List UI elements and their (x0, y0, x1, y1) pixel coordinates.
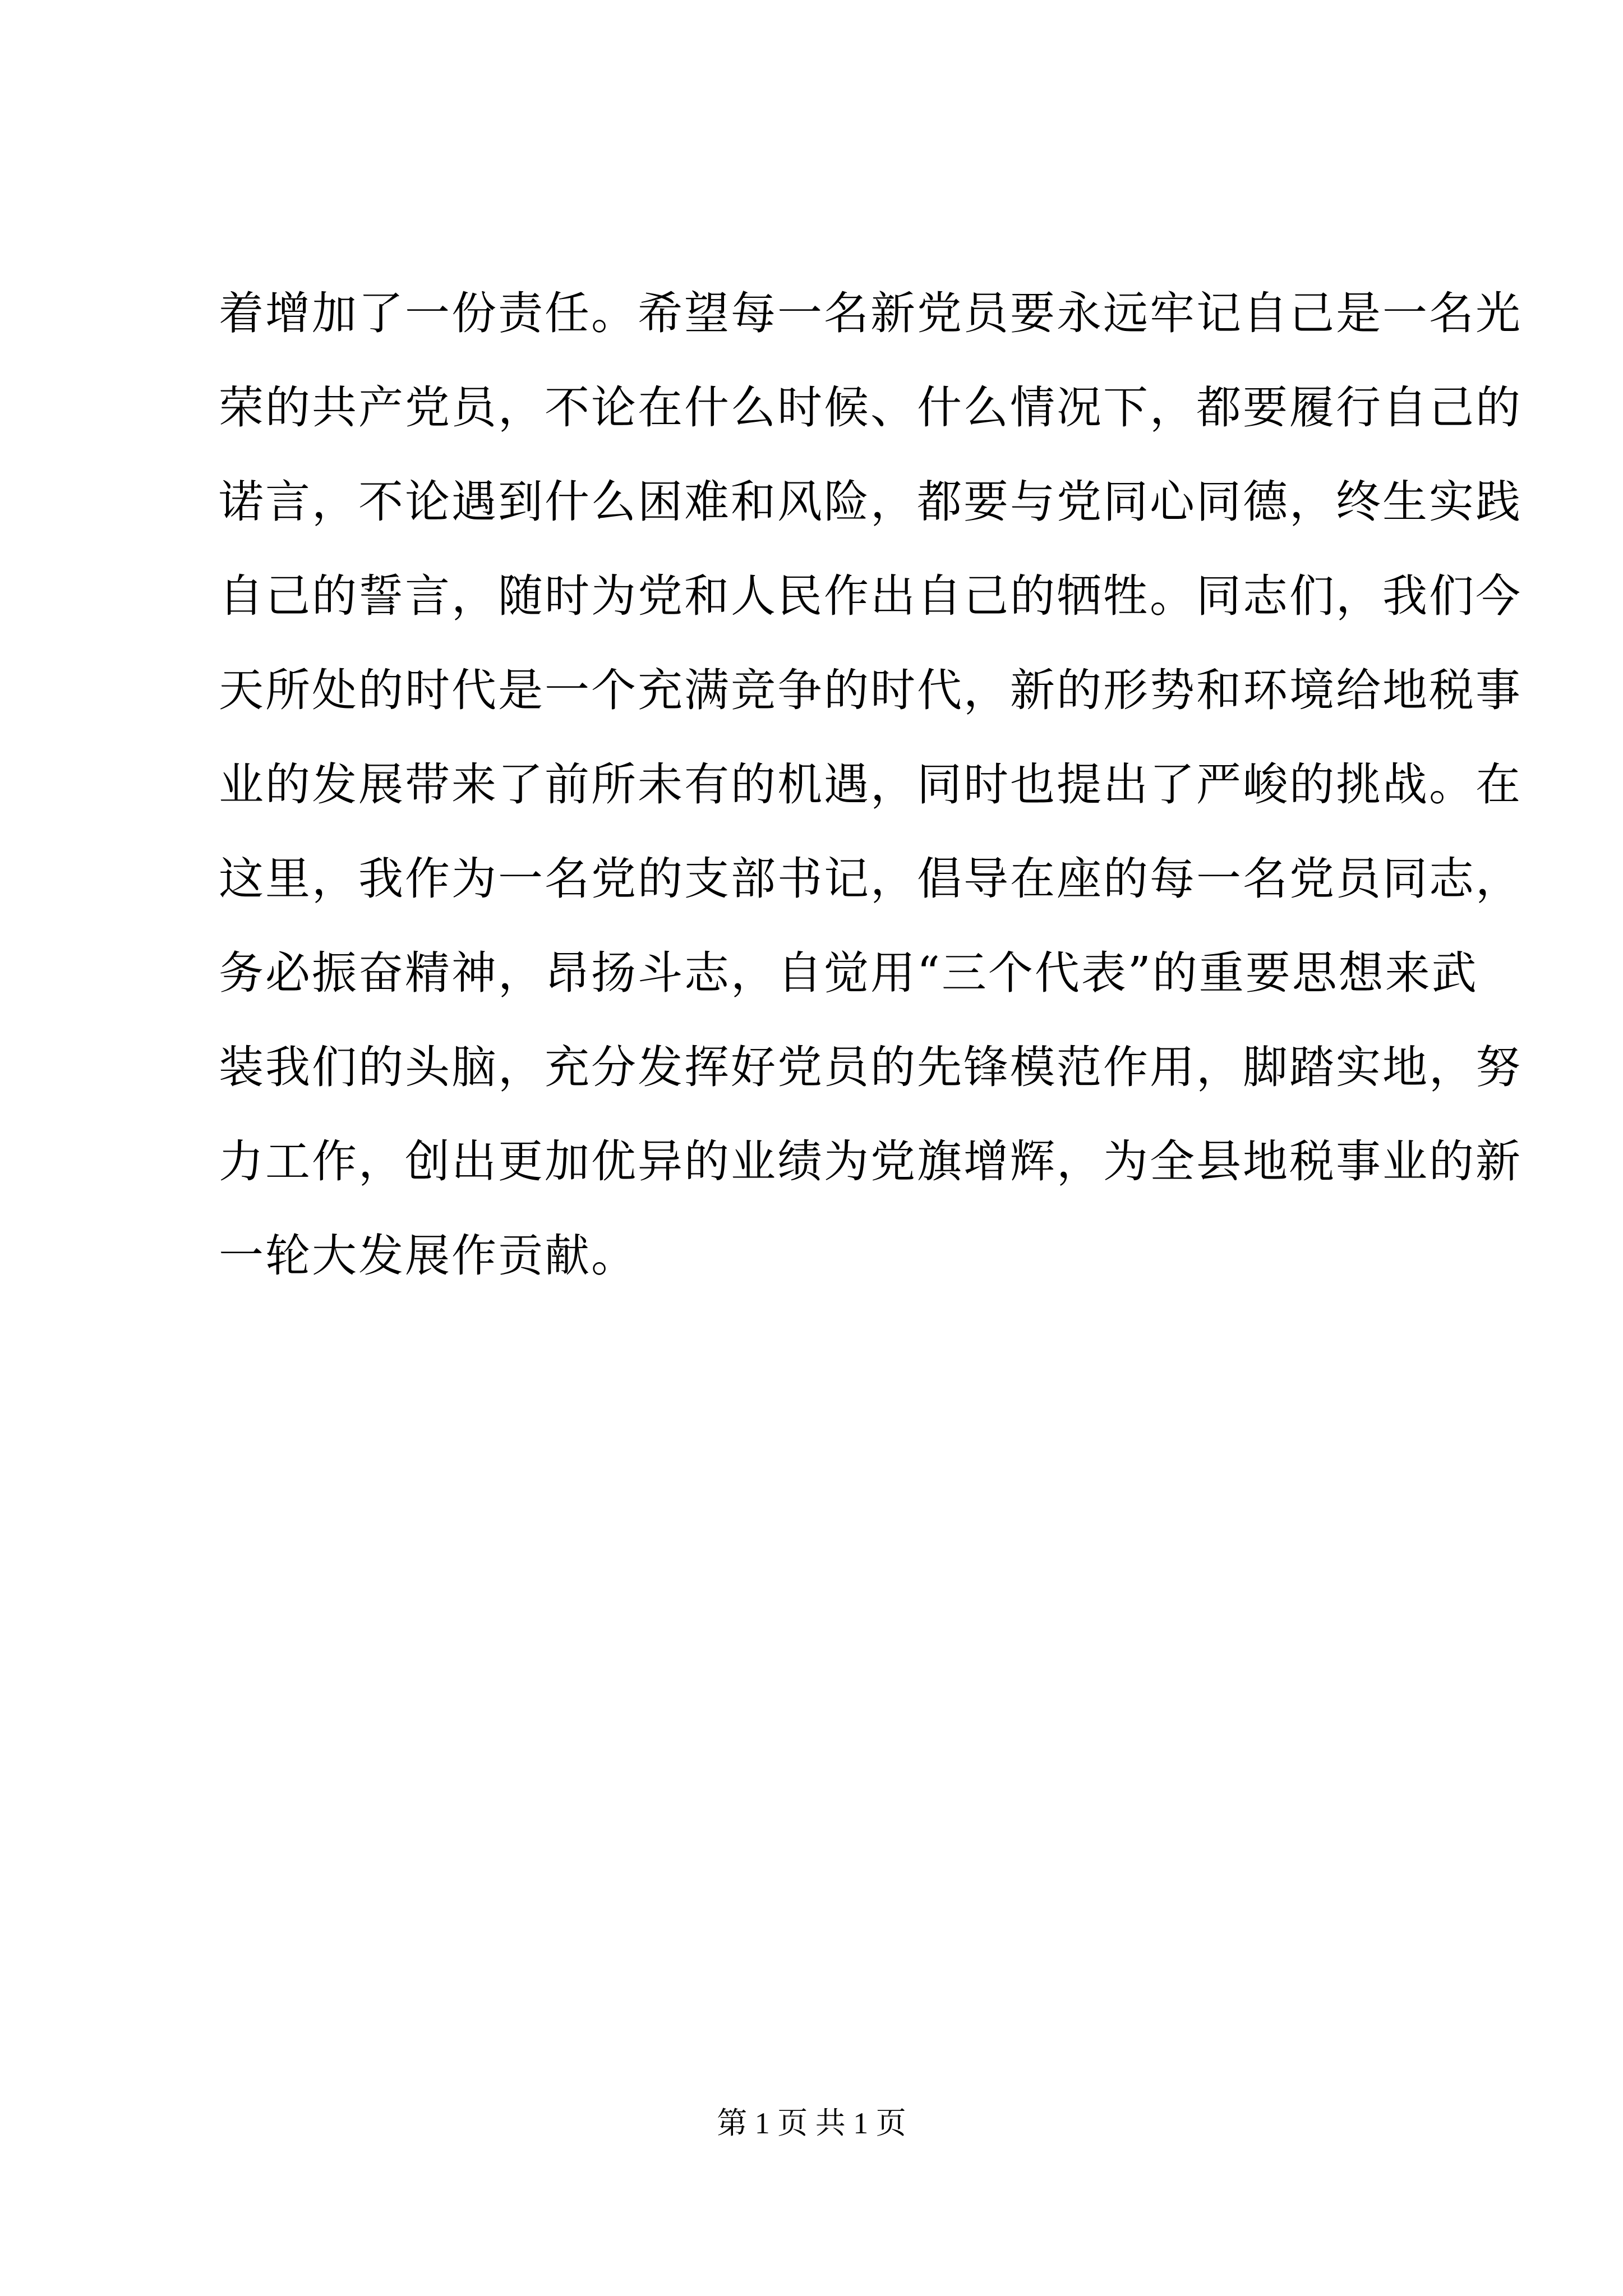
text-line: 天所处的时代是一个充满竞争的时代，新的形势和环境给地税事 (219, 664, 1522, 716)
text-line: 业的发展带来了前所未有的机遇，同时也提出了严峻的挑战。在 (219, 758, 1522, 811)
page-footer: 第 1 页 共 1 页 (717, 2106, 906, 2140)
text-line: 荣的共产党员，不论在什么时候、什么情况下，都要履行自己的 (219, 381, 1522, 434)
text-line: 自己的誓言，随时为党和人民作出自己的牺牲。同志们，我们今 (219, 570, 1522, 622)
text-line: 力工作，创出更加优异的业绩为党旗增辉，为全县地税事业的新 (219, 1135, 1522, 1188)
body-paragraph (219, 266, 1522, 1303)
text-line: 这里，我作为一名党的支部书记，倡导在座的每一名党员同志， (219, 853, 1522, 905)
text-line: 诺言，不论遇到什么困难和风险，都要与党同心同德，终生实践 (219, 476, 1522, 528)
text-line: 着增加了一份责任。希望每一名新党员要永远牢记自己是一名光 (219, 287, 1522, 339)
text-line: 务必振奋精神，昂扬斗志，自觉用“三个代表”的重要思想来武 (219, 947, 1478, 999)
text-line: 装我们的头脑，充分发挥好党员的先锋模范作用，脚踏实地，努 (219, 1041, 1522, 1093)
text-line-last: 一轮大发展作贡献。 (219, 1230, 638, 1282)
